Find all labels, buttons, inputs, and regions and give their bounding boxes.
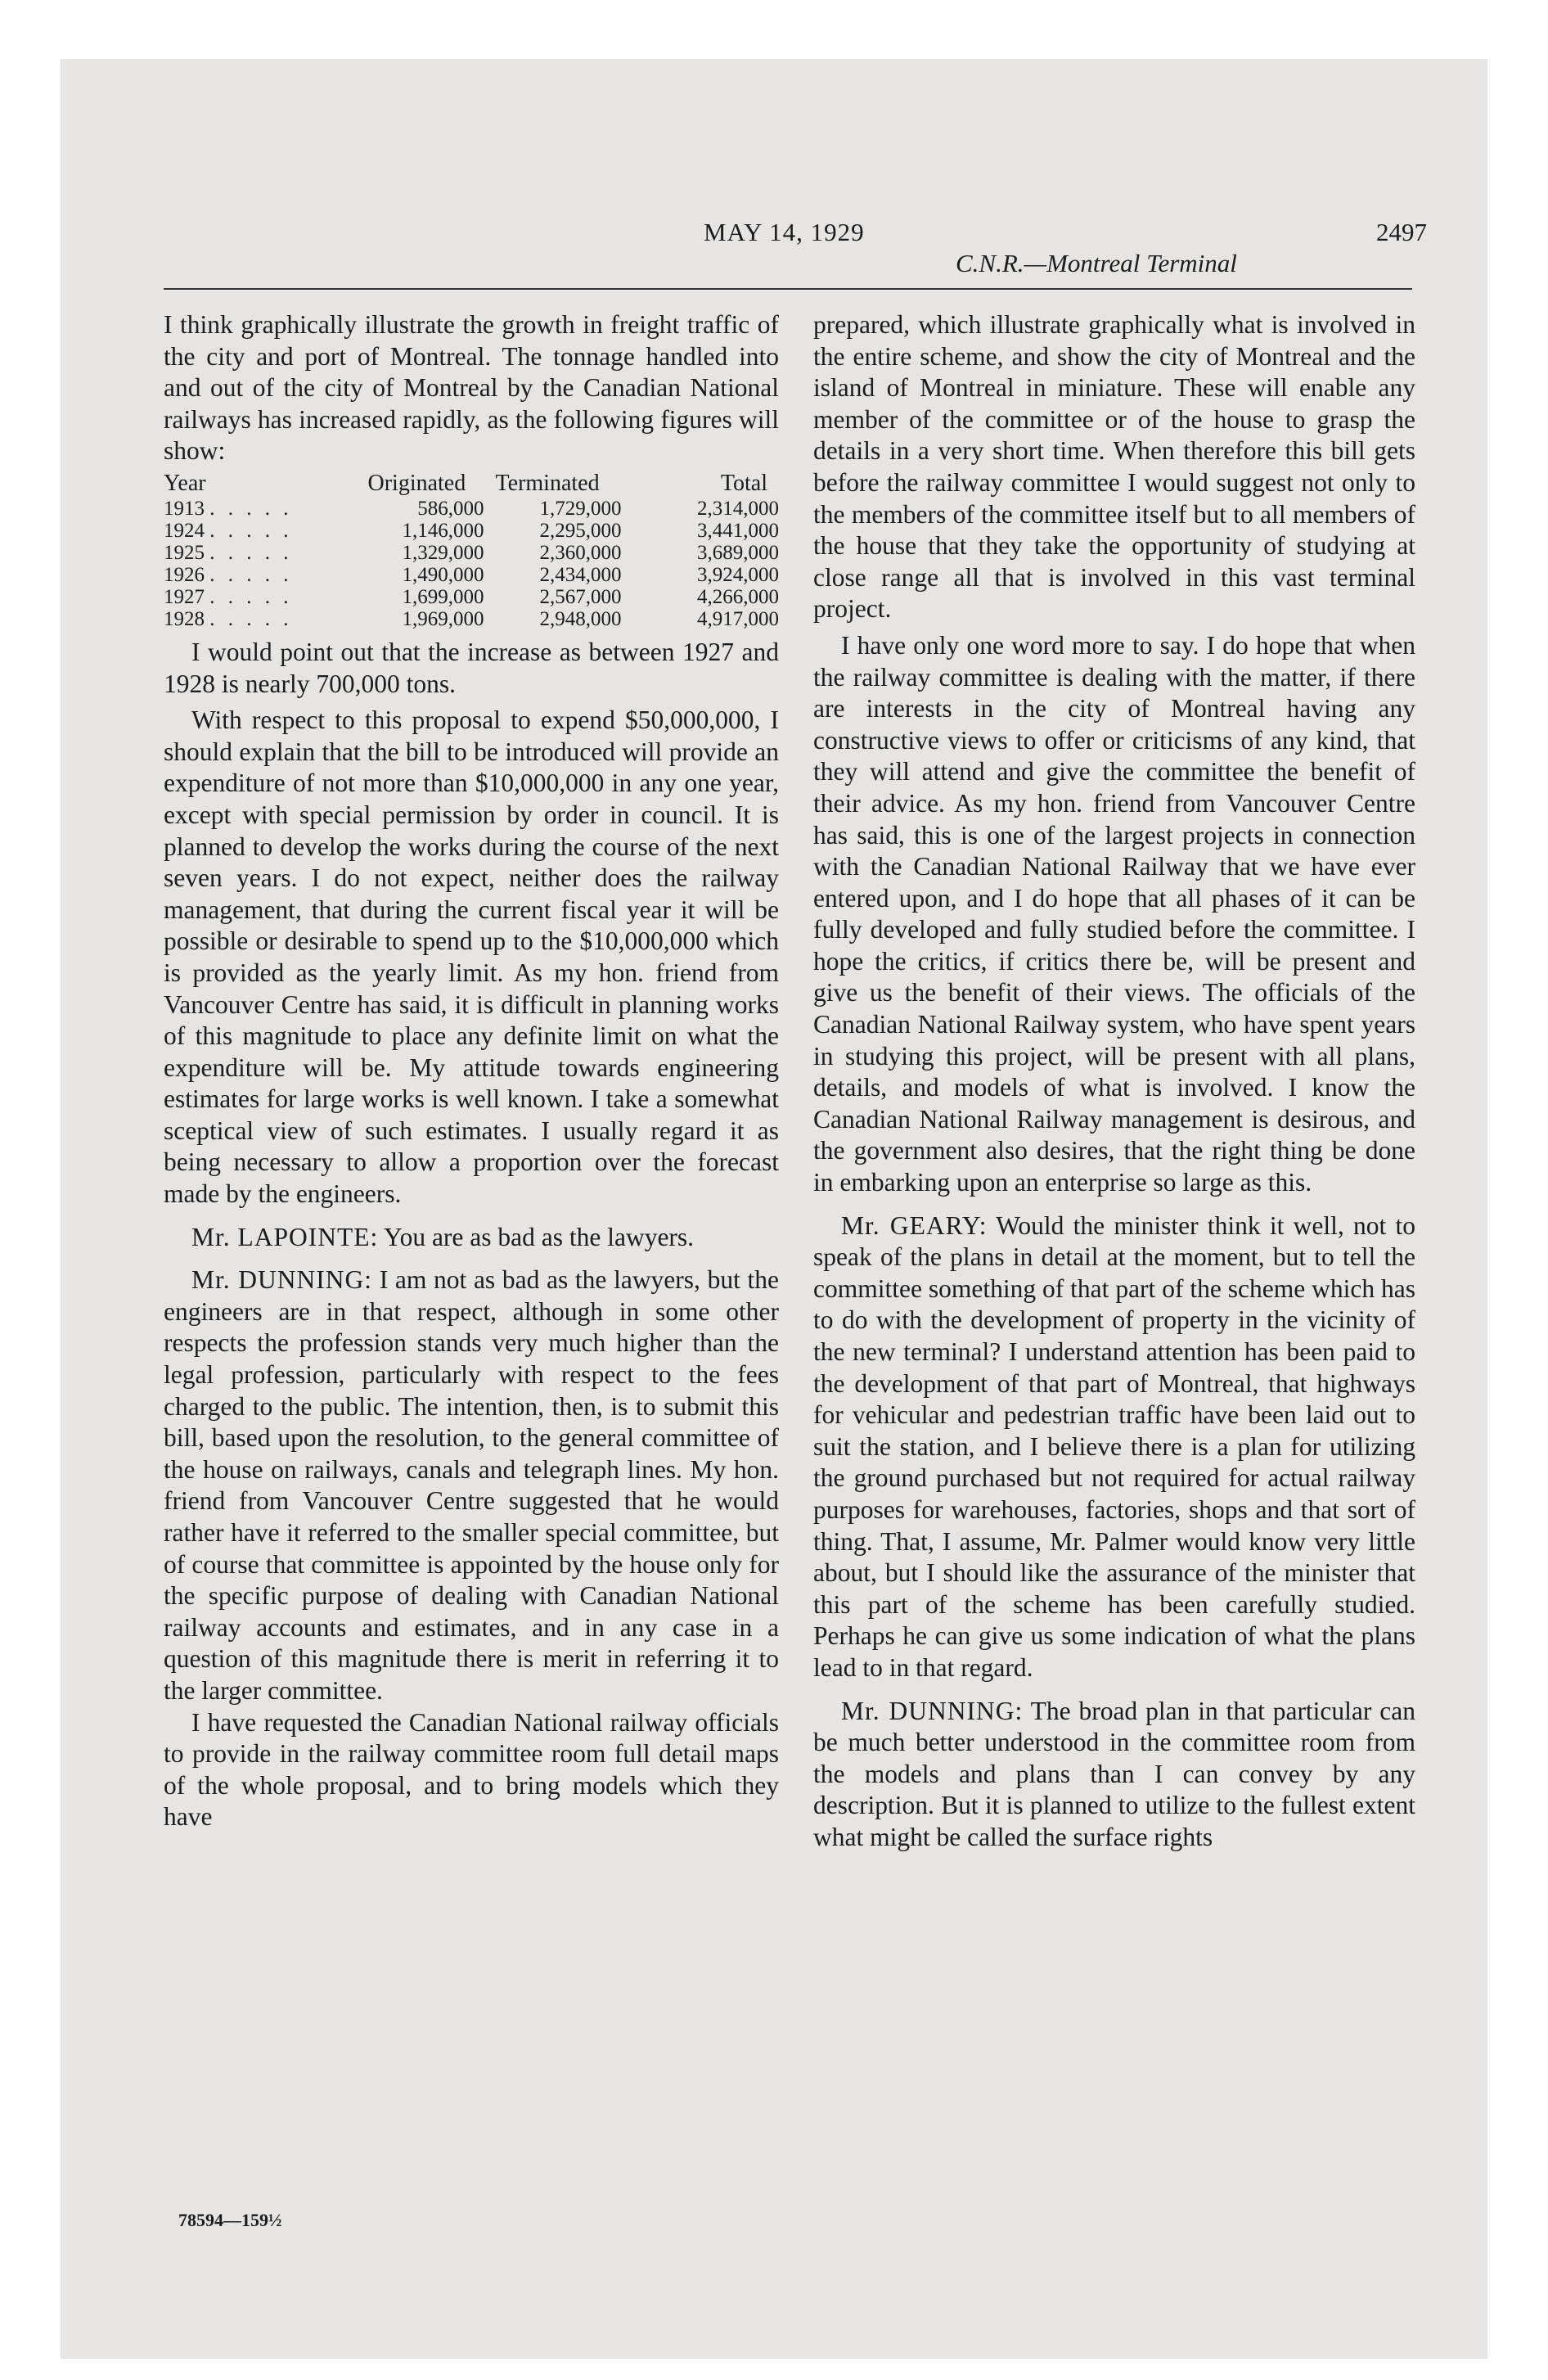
speech-text: You are as bad as the lawyers. [383,1222,695,1251]
cell-terminated: 2,295,000 [539,519,622,542]
freight-tonnage-table [164,472,779,630]
leader-dots: . . . . . [209,563,293,586]
dunning-answer [813,1696,1415,1854]
expenditure-paragraph: With respect to this proposal to expend $50,000,000, I should explain that the bill to be introduced will provide an expenditure of not more than $10,000,000 in any one year, except with special permission by order in council. It is planned to develop the works during the course of the next seven years. I do not expect, neither does the railway management, that during the current fiscal year it will be possible or desirable to spend up to the $10,000,000 which is provided as the yearly limit. As my hon. friend from Vancouver Centre has said, it is difficult in planning works of this magnitude to place any definite limit on what the expenditure will be. My attitude towards engineering estimates for large works is well known. I take a somewhat sceptical view of such estimates. I usually regard it as being necessary to allow a proportion over the forecast made by the engineers. [164,705,779,1209]
left-column [164,309,779,1833]
cell-originated: 1,490,000 [402,563,484,586]
leader-dots: . . . . . [209,607,293,630]
cell-total: 4,917,000 [697,607,779,630]
dunning-reply [164,1264,779,1706]
speech-text: The broad plan in that particular can be much better understood in the committee room from the models and plans than I can convey by any description. But it is planned to utilize to the fullest extent what might be called the surface rights [813,1696,1415,1851]
cell-originated: 1,329,000 [402,541,484,564]
leader-dots: . . . . . [209,519,293,542]
cell-originated: 586,000 [417,497,484,520]
table-row [164,608,779,630]
cell-year: 1925 [164,541,205,564]
cell-year: 1913 [164,497,205,520]
cell-total: 2,314,000 [697,497,779,520]
cell-originated: 1,969,000 [402,607,484,630]
intro-paragraph: I think graphically illustrate the growth in freight traffic of the city and port of Montreal. The tonnage handled into and out of the city of Montreal by the Canadian National railways has increased rapidly, as the following figures will show: [164,310,779,466]
column-header-terminated: Terminated [495,470,600,496]
geary-question [813,1210,1415,1684]
cell-year: 1926 [164,563,205,586]
increase-paragraph: I would point out that the increase as between 1927 and 1928 is nearly 700,000 tons. [164,637,779,698]
table-row [164,542,779,564]
cell-terminated: 2,567,000 [539,585,622,608]
speaker-name: Mr. GEARY: [841,1210,988,1240]
requested-paragraph: I have requested the Canadian National railway officials to provide in the railway committee room full detail maps of the whole proposal, and to bring models which they have [164,1707,779,1832]
cell-total: 3,924,000 [697,563,779,586]
table-header-row [164,472,779,498]
speaker-name: Mr. DUNNING: [841,1696,1024,1725]
cell-originated: 1,699,000 [402,585,484,608]
table-row [164,586,779,608]
right-column [813,309,1415,1854]
table-row [164,564,779,586]
cell-year: 1924 [164,519,205,542]
speaker-name: Mr. LAPOINTE: [191,1222,379,1251]
table-row [164,498,779,520]
header-rule [164,288,1412,290]
cell-total: 3,689,000 [697,541,779,564]
cell-total: 3,441,000 [697,519,779,542]
running-head: C.N.R.—Montreal Terminal [956,249,1237,277]
cell-originated: 1,146,000 [402,519,484,542]
page-number: 2497 [1376,218,1427,246]
column-header-originated: Originated [367,470,466,496]
leader-dots: . . . . . [209,541,293,564]
cell-terminated: 2,360,000 [539,541,622,564]
speech-text: I am not as bad as the lawyers, but the engineers are in that respect, although in some other respects the profession stands very much higher than the legal profession, particularly with respect to the fees charged to the public. The intention, then, is to submit this bill, based upon the resolution, to the general committee of the house on railways, canals and telegraph lines. My hon. friend from Vancouver Centre suggested that he would rather have it referred to the smaller special committee, but of course that committee is appointed by the house only for the specific purpose of dealing with Canadian National railway accounts and estimates, and in any case in a question of this magnitude there is merit in referring it to the larger committee. [164,1265,779,1705]
speech-text: Would the minister think it well, not to speak of the plans in detail at the moment, but to tell the committee something of that part of the scheme which has to do with the development of property in the vicinity of the new terminal? I understand attention has been paid to the development of that part of Montreal, that highways for vehicular and pedestrian traffic have been laid out to suit the station, and I believe there is a plan for utilizing the ground purchased but not required for actual railway purposes for warehouses, factories, shops and that sort of thing. That, I assume, Mr. Palmer would know very little about, but I should like the assurance of the minister that this part of the scheme has been carefully studied. Perhaps he can give us some indication of what the plans lead to in that regard. [813,1210,1415,1682]
cell-terminated: 2,434,000 [539,563,622,586]
column-header-total: Total [720,470,767,496]
speaker-name: Mr. DUNNING: [191,1265,373,1295]
one-word-paragraph: I have only one word more to say. I do hope that when the railway committee is dealing with the matter, if there are interests in the city of Montreal having any constructive views to offer or criticisms of any kind, that they will attend and give the committee the benefit of their advice. As my hon. friend from Vancouver Centre has said, this is one of the largest projects in connection with the Canadian National Railway that we have ever entered upon, and I do hope that all phases of it can be fully developed and fully studied before the committee. I hope the critics, if critics there be, will be present and give us the benefit of their views. The officials of the Canadian National Railway system, who have spent years in studying this project, will be present with all plans, details, and models of what is involved. I know the Canadian National Railway management is desirous, and the government also desires, that the right thing be done in embarking upon an enterprise so large as this. [813,630,1415,1197]
lapointe-remark [164,1222,779,1254]
cell-terminated: 1,729,000 [539,497,622,520]
print-code: 78594—159½ [178,2210,282,2230]
column-header-year: Year [164,470,206,496]
cell-year: 1927 [164,585,205,608]
cell-terminated: 2,948,000 [539,607,622,630]
cell-year: 1928 [164,607,205,630]
header-date: MAY 14, 1929 [704,218,865,246]
cell-total: 4,266,000 [697,585,779,608]
prepared-paragraph: prepared, which illustrate graphically what is involved in the entire scheme, and show the city of Montreal and the island of Montreal in miniature. These will enable any member of the committee or of the house to grasp the details in a very short time. When therefore this bill gets before the railway committee I would suggest not only to the members of the committee itself but to all members of the house that they take the opportunity of studying at close range all that is involved in this vast terminal project. [813,310,1415,624]
leader-dots: . . . . . [209,585,293,608]
leader-dots: . . . . . [209,497,293,520]
table-row [164,520,779,542]
